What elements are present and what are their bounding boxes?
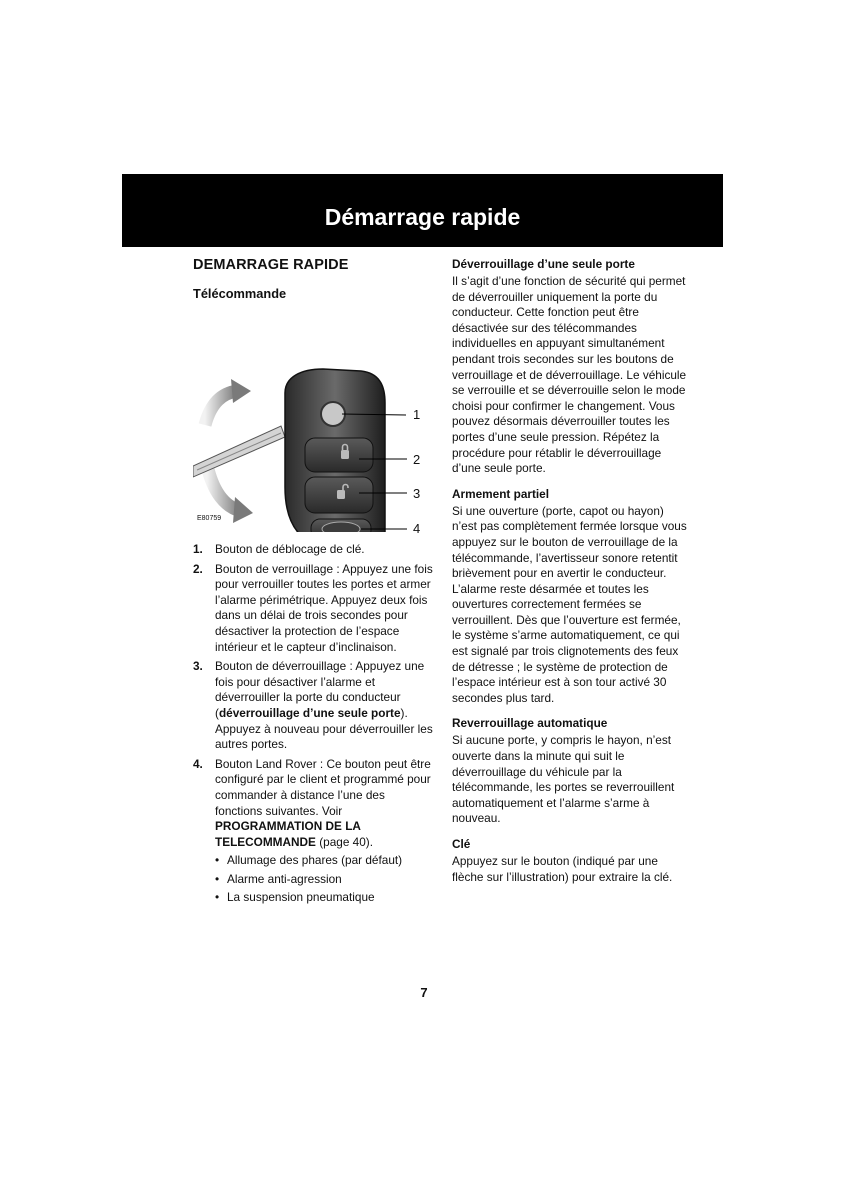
item-number: 4. bbox=[193, 756, 203, 771]
section-heading: Reverrouillage automatique bbox=[452, 716, 608, 731]
left-column bbox=[193, 257, 433, 910]
callout-2: 2 bbox=[413, 452, 421, 467]
figure-code: E80759 bbox=[197, 515, 222, 522]
page-title: Démarrage rapide bbox=[324, 204, 521, 230]
section-body: Il s’agit d’une fonction de sécurité qui permet de déverrouiller uniquement la porte du conducteur. Cette fonction peut être désactivée sur des télécommandes individuelles en appuyant simultanément pendant trois secondes sur les boutons de verrouillage et de déverrouillage. Le véhicule se verrouille et se déverrouille selon le mode choisi pour confirmer le changement. Vous pouvez désormais déverrouiller toutes les portes d’une seule pression. Répétez la procédure pour rétablir le déverrouillage d’une seule porte. bbox=[452, 274, 687, 476]
subsection-heading: Télécommande bbox=[193, 286, 287, 301]
title-banner bbox=[122, 174, 723, 247]
function-list bbox=[215, 853, 433, 906]
item-text: Bouton de déverrouillage : Appuyez une fois pour désactiver l’alarme et déverrouiller la porte du conducteur ( bbox=[215, 659, 425, 720]
right-column bbox=[452, 257, 692, 895]
item-number: 3. bbox=[193, 659, 203, 674]
page-number: 7 bbox=[420, 985, 428, 1000]
list-item bbox=[193, 542, 433, 558]
bullet-item: • Alarme anti-agression bbox=[215, 872, 433, 888]
section-body: Si une ouverture (porte, capot ou hayon) n’est pas complètement fermée lorsque vous appuyez sur le bouton de verrouillage de la télécommande, l’avertisseur sonore retentit brièvement pour en avertir le conducteur. L’alarme reste désarmée et toutes les ouvertures correctement fermées se verrouillent. Dès que l’ouverture est fermée, le système s’arme automatiquement, ce qui est signalé par trois clignotements des feux de détresse ; le système de protection de l’espace intérieur est à son tour activé 30 secondes plus tard. bbox=[452, 503, 687, 705]
item-number: 2. bbox=[193, 561, 203, 576]
callout-1: 1 bbox=[413, 407, 421, 422]
cross-reference: PROGRAMMATION DE LA TELECOMMANDE bbox=[215, 819, 361, 849]
bullet-item: • La suspension pneumatique bbox=[215, 890, 433, 906]
section-body: Si aucune porte, y compris le hayon, n’est ouverte dans la minute qui suit le déverrouillage du véhicule par la télécommande, les portes se reverrouillent automatiquement et l’alarme s’arme à nouveau. bbox=[452, 733, 675, 826]
key-fob-figure bbox=[193, 307, 433, 536]
item-text: Bouton de verrouillage : Appuyez une fois pour verrouiller toutes les portes et armer l’alarme périmétrique. Appuyez deux fois dans un délai de trois secondes pour désactiver la protection de l’espace intérieur et le capteur d’inclinaison. bbox=[215, 561, 433, 654]
section-heading: DEMARRAGE RAPIDE bbox=[193, 257, 349, 273]
lock-button bbox=[305, 438, 373, 472]
list-item bbox=[193, 562, 433, 656]
section-heading: Clé bbox=[452, 837, 471, 851]
bullet-item: • Allumage des phares (par défaut) bbox=[215, 853, 433, 869]
key-fob-illustration bbox=[193, 307, 433, 532]
list-item bbox=[193, 757, 433, 906]
section-heading: Armement partiel bbox=[452, 486, 550, 501]
callout-3: 3 bbox=[413, 486, 421, 501]
item-text: Bouton Land Rover : Ce bouton peut être configuré par le client et programmé pour commander à distance l’une des fonctions suivantes. Voir bbox=[215, 756, 431, 818]
item-text: ). Appuyez à nouveau pour déverrouiller les autres portes. bbox=[215, 705, 433, 752]
item-number: 1. bbox=[193, 542, 203, 556]
rotation-arrow-top bbox=[205, 379, 251, 425]
item-text: Bouton de déblocage de clé. bbox=[215, 542, 365, 556]
section-body: Appuyez sur le bouton (indiqué par une flèche sur l’illustration) pour extraire la clé. bbox=[452, 854, 673, 884]
callout-4: 4 bbox=[413, 521, 421, 536]
item-text: (page 40). bbox=[315, 834, 373, 849]
key-release-button bbox=[321, 402, 345, 426]
button-list bbox=[193, 542, 433, 906]
cross-reference: déverrouillage d’une seule porte bbox=[218, 705, 401, 720]
list-item bbox=[193, 659, 433, 753]
section-heading: Déverrouillage d’une seule porte bbox=[452, 257, 635, 271]
